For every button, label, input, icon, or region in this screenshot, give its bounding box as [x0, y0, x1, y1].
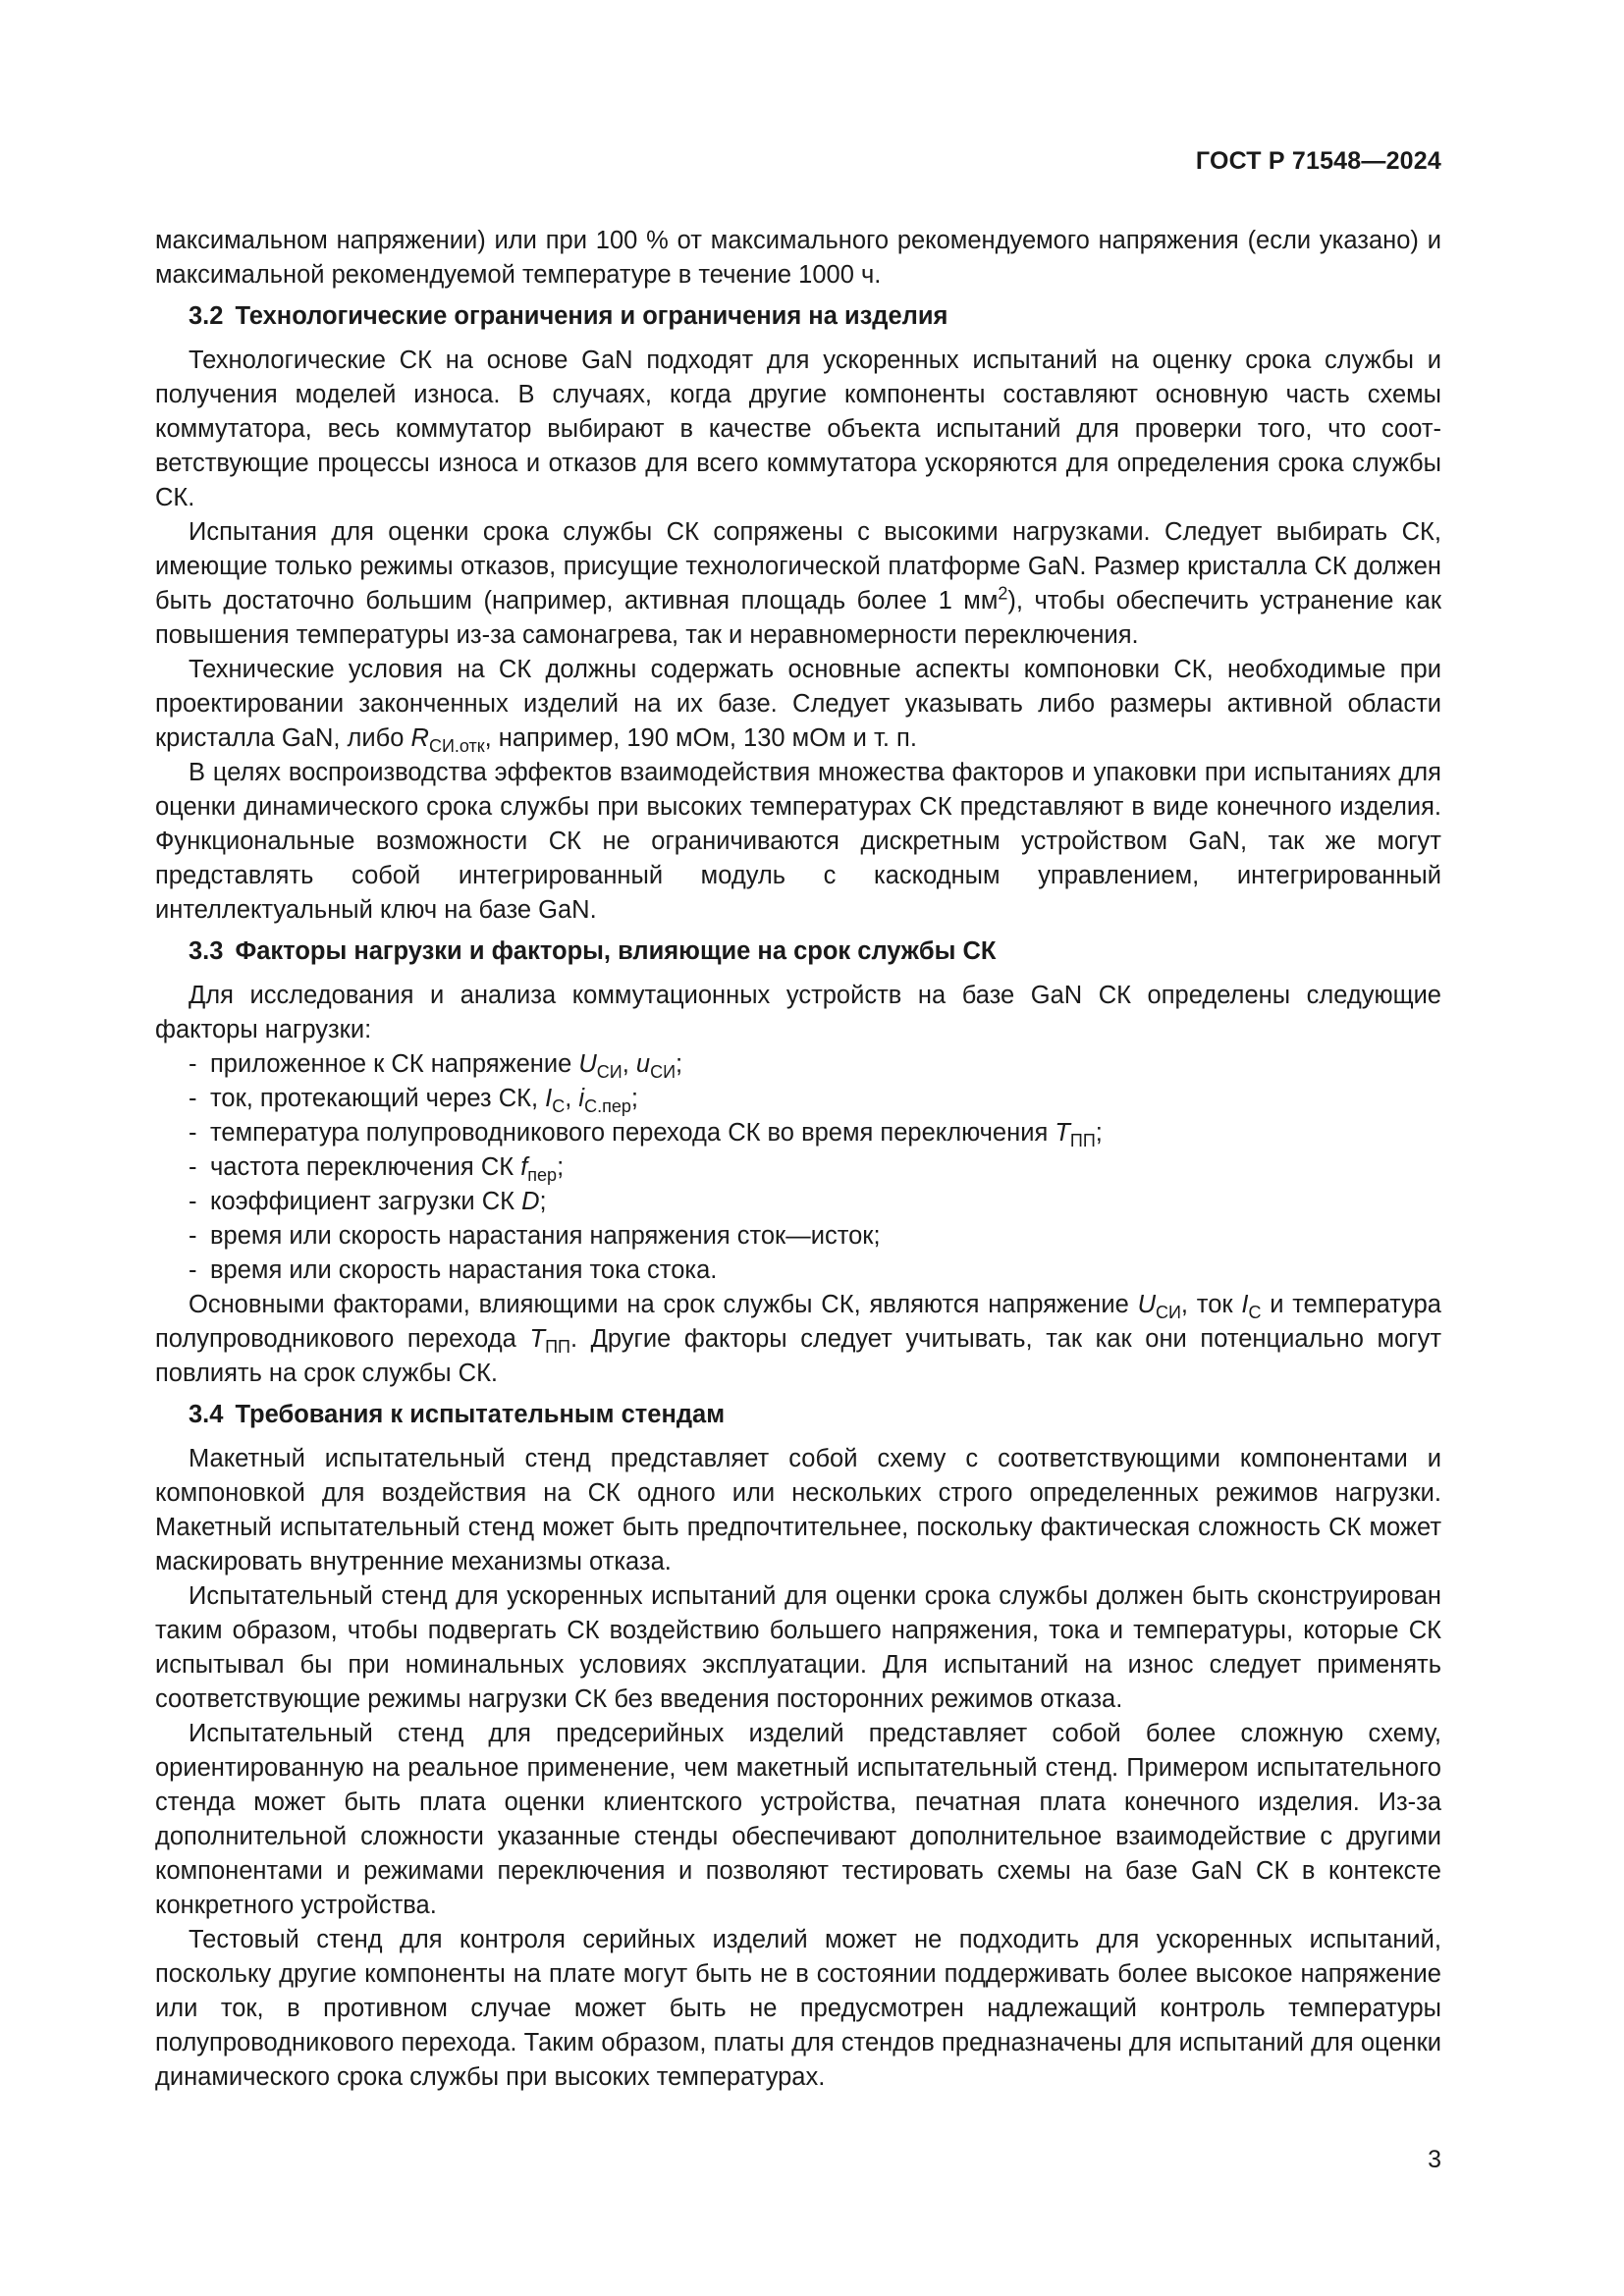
paragraph-continuation: максимальном напряжении) или при 100 % от максимального рекомендуемого напряжения (если указано) и максимальной рекомендуемой температуре в течение 1000 ч.	[155, 227, 1441, 289]
list-item: - коэффициент загрузки СК D;	[189, 1188, 547, 1215]
section-number: 3.4	[189, 1401, 224, 1428]
list-item: - приложенное к СК напряжение $U_{СИ}$, $u_{СИ}$;	[189, 1050, 683, 1083]
paragraph: Для исследования и анализа коммутационных устройств на базе GaN СК определены следующие факторы нагрузки:	[155, 982, 1441, 1043]
load-factors-list	[155, 1047, 1441, 1288]
section-title: Факторы нагрузки и факторы, влияющие на срок службы СК	[235, 937, 997, 965]
paragraph: Испытания для оценки срока службы СК сопряжены с высокими нагрузками. Следует выбирать СК, имеющие только режимы отказов, присущие технологической платформе GaN. Размер кристалла СК должен быть достаточно большим (например, активная площадь более 1 $мм^2$), чтобы обеспечить устранение как повышения температуры из-за самонагрева, так и неравномерности переключения.	[155, 518, 1441, 649]
section-title: Технологические ограничения и ограничения на изделия	[235, 302, 948, 330]
paragraph: Тестовый стенд для контроля серийных изделий может не подходить для ускоренных испытаний, поскольку другие компоненты на плате могут быть не в состоянии поддерживать более высокое напряжение или ток, в противном случае может быть не предусмотрен надлежащий контроль температуры полупроводникового перехода. Таким образом, платы для стендов предназначены для испытаний для оценки динамического срока службы при высоких температурах.	[155, 1926, 1441, 2091]
paragraph: Технические условия на СК должны содержать основные аспекты компоновки СК, необходимые при проектировании законченных изделий на их базе. Следует указывать либо размеры активной области кристалла GaN, либо $R_{СИ.отк}$, например, 190 мОм, 130 мОм и т. п.	[155, 656, 1441, 757]
section-title: Требования к испытательным стендам	[235, 1401, 726, 1428]
document-body	[155, 224, 1441, 2095]
section-heading-3-2	[155, 299, 1441, 334]
section-number: 3.3	[189, 937, 224, 965]
section-number: 3.2	[189, 302, 224, 330]
paragraph: Основными факторами, влияющими на срок службы СК, являются напряжение $U_{СИ}$, ток $I_С$ и температура полупроводникового перехода $T_{ПП}$. Другие факторы следует учитывать, так как они потенциально могут повлиять на срок службы СК.	[155, 1291, 1441, 1387]
list-item: - время или скорость нарастания напряжения сток—исток;	[189, 1222, 881, 1250]
paragraph: Испытательный стенд для предсерийных изделий представляет собой более сложную схему, ориентированную на реальное применение, чем макетный испытательный стенд. Примером испытательного стенда может быть плата оценки клиентского устройства, печатная плата конечного изделия. Из-за дополнительной сложности указанные стенды обеспечивают дополнительное взаимодействие с другими компонентами и режимами переключения и позволяют тестировать схемы на базе GaN СК в контексте конкретного устройства.	[155, 1720, 1441, 1919]
paragraph: Макетный испытательный стенд представляет собой схему с соответствующими компонентами и компоновкой для воздействия на СК одного или нескольких строго определенных режимов нагрузки. Макетный испытательный стенд может быть предпочтительнее, поскольку фактическая сложность СК может маскировать внутренние механизмы отказа.	[155, 1445, 1441, 1575]
paragraph: Испытательный стенд для ускоренных испытаний для оценки срока службы должен быть сконструирован таким образом, чтобы подвергать СК воздействию большего напряжения, тока и температуры, которые СК испытывал бы при номинальных условиях эксплуатации. Для испытаний на износ следует применять соответствующие режимы нагрузки СК без введения посторонних режимов отказа.	[155, 1582, 1441, 1713]
page-number: 3	[1428, 2146, 1441, 2173]
list-item: - температура полупроводникового перехода СК во время переключения $T_{ПП}$;	[189, 1119, 1103, 1151]
list-item: - частота переключения СК $f_{пер}$;	[189, 1153, 565, 1186]
document-code: ГОСТ Р 71548—2024	[1195, 147, 1441, 175]
section-heading-3-4	[155, 1398, 1441, 1432]
list-item: - время или скорость нарастания тока стока.	[189, 1256, 718, 1284]
paragraph: В целях воспроизводства эффектов взаимодействия множества факторов и упаковки при испытаниях для оценки динамического срока службы при высоких температурах СК представляют в виде конечного изделия. Функциональные возможности СК не ограничиваются дискретным устройством GaN, так же могут представлять собой интегрированный модуль с каскодным управлением, интегрированный интеллектуальный ключ на базе GaN.	[155, 759, 1441, 924]
section-heading-3-3	[155, 934, 1441, 969]
list-item: - ток, протекающий через СК, $I_С$, $i_{С.пер}$;	[189, 1085, 638, 1117]
paragraph: Технологические СК на основе GaN подходят для ускоренных испытаний на оценку срока службы и получения моделей износа. В случаях, когда другие компоненты составляют основную часть схемы коммутатора, весь коммутатор выбирают в качестве объекта испытаний для проверки того, что соответствующие процессы износа и отказов для всего коммутатора ускоряются для определения срока службы СК.	[155, 347, 1441, 511]
